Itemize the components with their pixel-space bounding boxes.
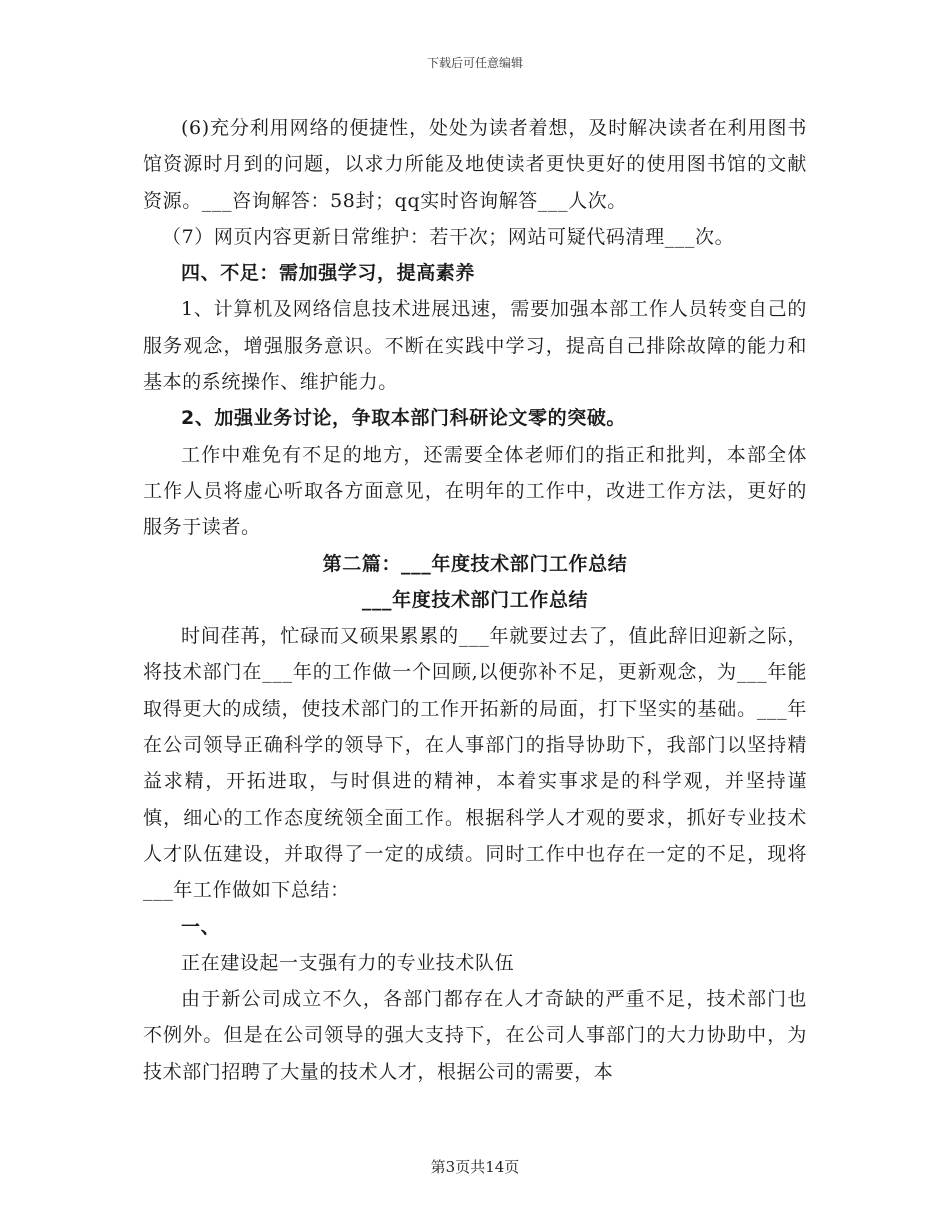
section-heading-shortcomings: 四、不足：需加强学习，提高素养 (181, 262, 476, 285)
section-heading-one: 一、 (181, 915, 221, 938)
paragraph-intro: 时间荏苒，忙碌而又硕果累累的___年就要过去了，值此辞旧迎新之际，将技术部门在___年的工作做一个回顾,以便弥补不足，更新观念，为___年能取得更大的成绩，使技术部门的工作开拓新的局面，打下坚实的基础。___年在公司领导正确科学的领导下，在人事部门的指导协助下，我部门以坚持精益求精，开拓进取，与时俱进的精神，本着实事求是的科学观，并坚持谨慎，细心的工作态度统领全面工作。根据科学人才观的要求，抓好专业技术人才队伍建设，并取得了一定的成绩。同时工作中也存在一定的不足，现将___年工作做如下总结： (143, 625, 807, 902)
chapter-subtitle: ___年度技术部门工作总结 (361, 588, 589, 611)
paragraph-6-network: (6)充分利用网络的便捷性，处处为读者着想，及时解决读者在利用图书馆资源时月到的问题，以求力所能及地使读者更快更好的使用图书馆的文献资源。___咨询解答：58封；qq实时咨询解答___人次。 (143, 117, 807, 212)
paragraph-team: 由于新公司成立不久，各部门都存在人才奇缺的严重不足，技术部门也不例外。但是在公司领导的强大支持下，在公司人事部门的大力协助中，为技术部门招聘了大量的技术人才，根据公司的需要，本 (143, 988, 807, 1083)
chapter-title: 第二篇：___年度技术部门工作总结 (322, 552, 628, 575)
paragraph-shortcoming-1: 1、计算机及网络信息技术进展迅速，需要加强本部工作人员转变自己的服务观念，增强服务意识。不断在实践中学习，提高自己排除故障的能力和基本的系统操作、维护能力。 (143, 298, 807, 394)
paragraph-7-webpage: （7）网页内容更新日常维护：若干次；网站可疑代码清理___次。 (162, 225, 735, 248)
section-subheading-team: 正在建设起一支强有力的专业技术队伍 (181, 951, 515, 974)
paragraph-closing: 工作中难免有不足的地方，还需要全体老师们的指正和批判，本部全体工作人员将虚心听取各方面意见，在明年的工作中，改进工作方法，更好的服务于读者。 (143, 443, 807, 539)
page-number: 第3页共14页 (430, 1158, 520, 1176)
paragraph-shortcoming-2: 2、加强业务讨论，争取本部门科研论文零的突破。 (181, 407, 627, 430)
document-body (143, 110, 807, 1090)
page-header-note: 下载后可任意编辑 (426, 56, 523, 70)
